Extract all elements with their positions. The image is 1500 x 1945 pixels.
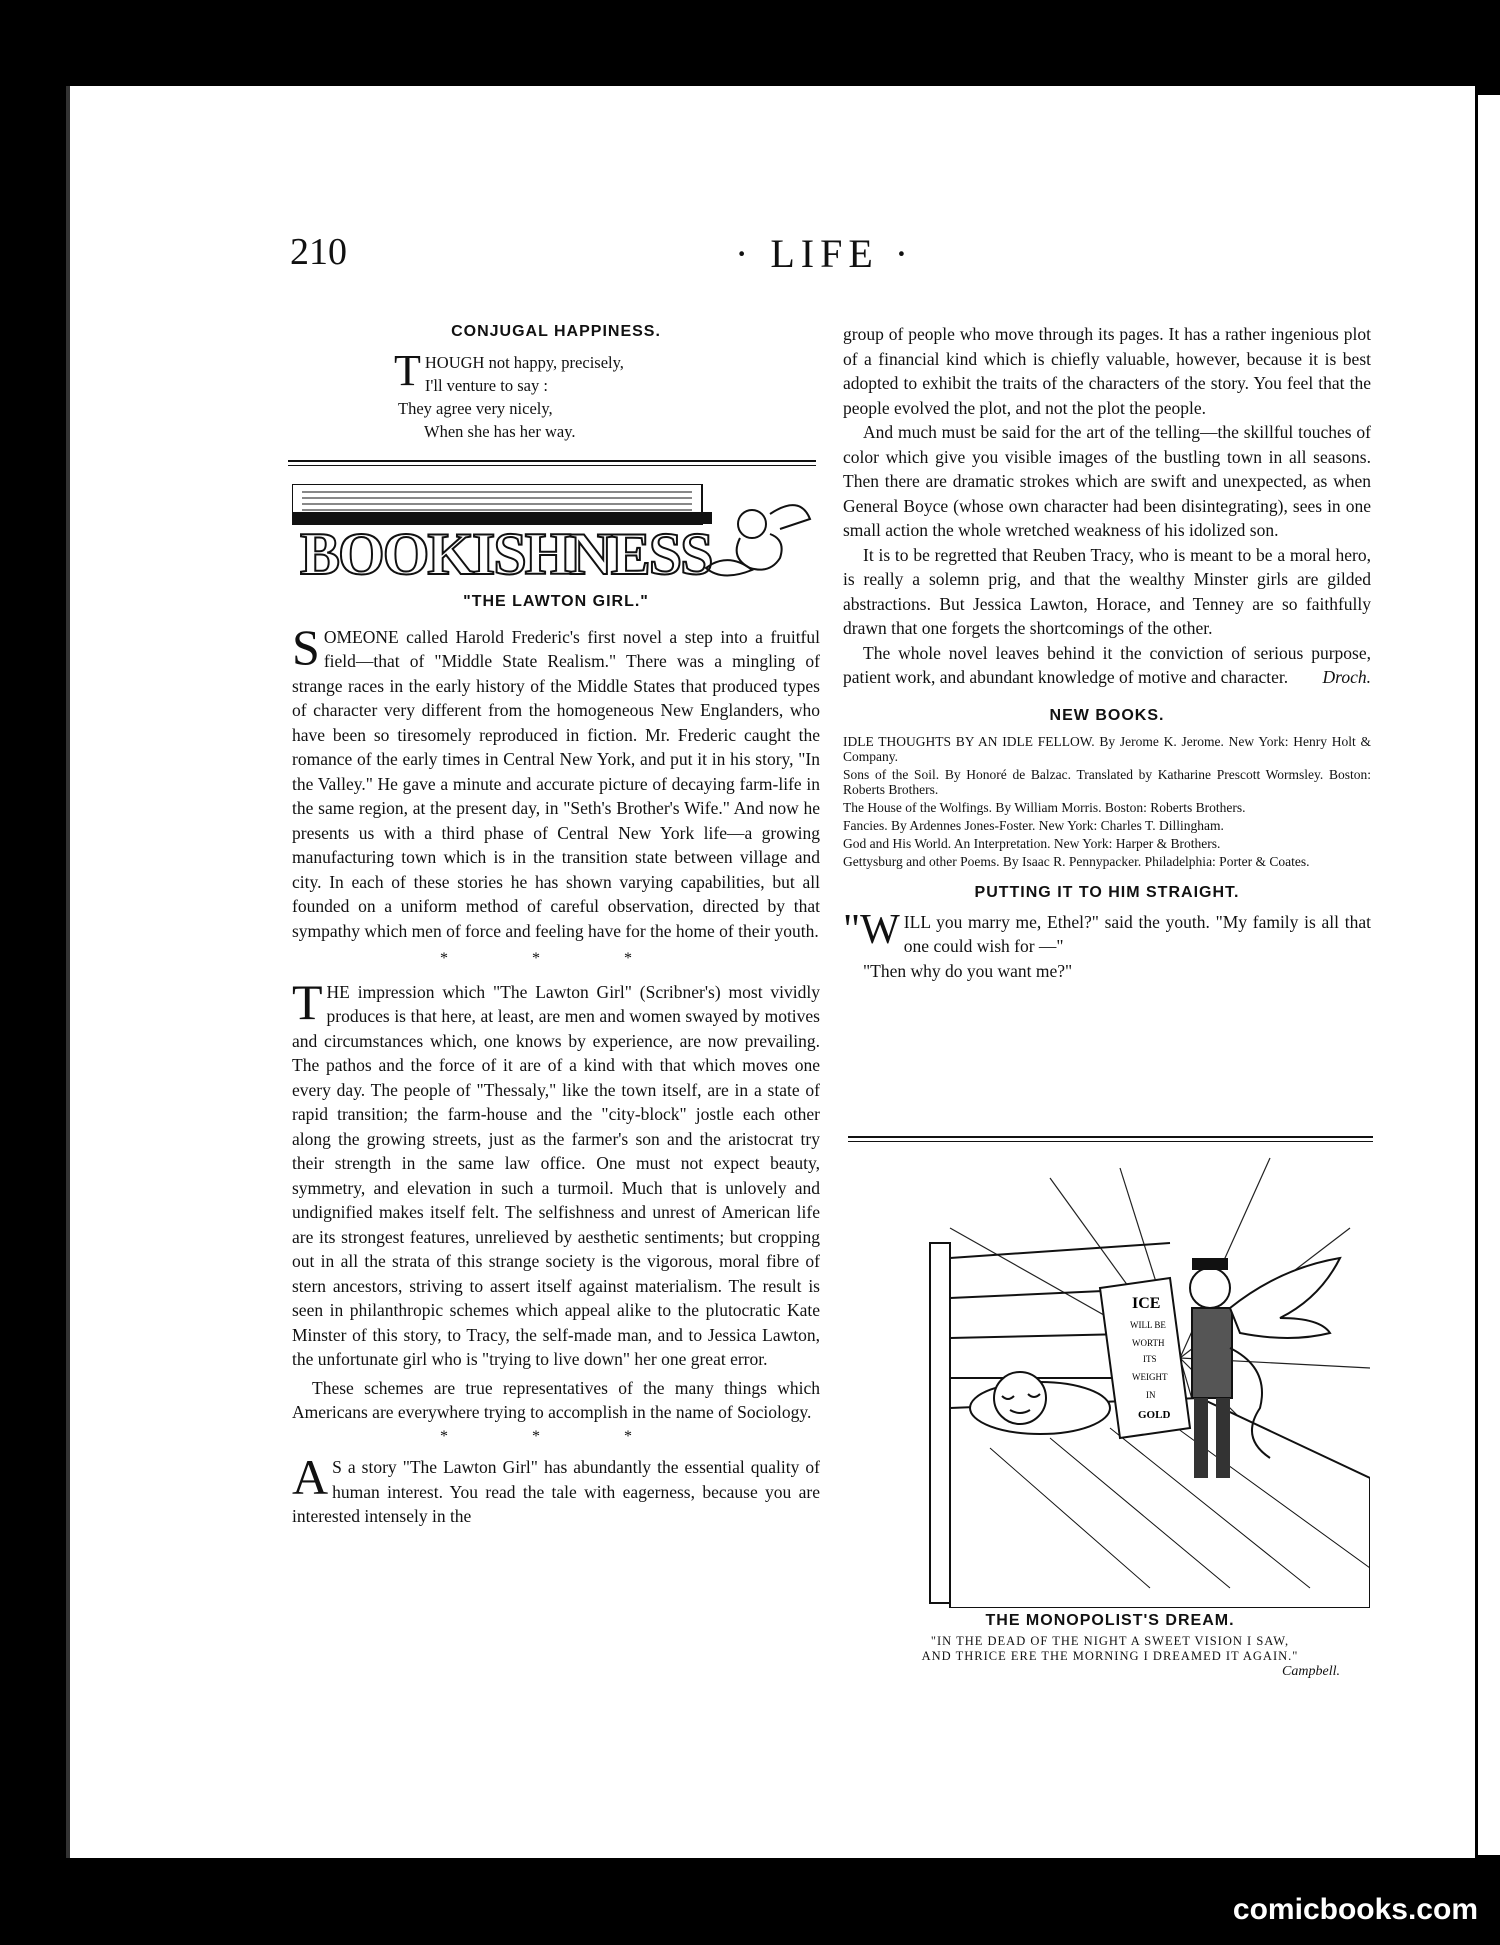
- review-paragraph-7: It is to be regretted that Reuben Tracy, who is meant to be a moral hero, is really a solemn prig, and that the wealthy Minster girls are gilded abstractions. But Jessica Lawton, Horace, and Tenney are so faithfully drawn that one forgets the shortcomings of the other.: [843, 544, 1371, 638]
- cartoon-quote-2: AND THRICE ERE THE MORNING I DREAMED IT AGAIN.": [921, 1649, 1299, 1663]
- review-signature: Droch.: [1322, 667, 1371, 687]
- sign-line-3: WORTH: [1132, 1338, 1165, 1348]
- poem-line-2: I'll venture to say :: [424, 375, 548, 395]
- cartoon-rule: [848, 1136, 1373, 1142]
- list-item: IDLE THOUGHTS BY AN IDLE FELLOW. By Jerome K. Jerome. New York: Henry Holt & Company.: [843, 734, 1371, 764]
- sign-line-5: WEIGHT: [1132, 1372, 1168, 1382]
- poem-dropcap: T: [394, 345, 421, 395]
- bookishness-banner: [292, 484, 812, 586]
- poem-block: [292, 320, 820, 443]
- review-title: "THE LAWTON GIRL.": [463, 593, 649, 610]
- poem-line-3: They agree very nicely,: [398, 398, 553, 418]
- wing-icon: [1230, 1258, 1340, 1338]
- poem-line-4: When she has her way.: [424, 421, 576, 441]
- sleeper-head-icon: [994, 1372, 1046, 1424]
- review-right: [843, 322, 1371, 983]
- poem-line-1: HOUGH not happy, precisely,: [424, 352, 624, 372]
- monopolist-cartoon: [850, 1148, 1370, 1608]
- cartoon-quote-1: "IN THE DEAD OF THE NIGHT A SWEET VISION I SAW,: [930, 1634, 1290, 1648]
- new-books-title: NEW BOOKS.: [1049, 706, 1165, 724]
- cartoon-credit: Campbell.: [1282, 1664, 1340, 1679]
- list-item: Fancies. By Ardennes Jones-Foster. New York: Charles T. Dillingham.: [843, 818, 1224, 833]
- page-number: 210: [290, 231, 347, 273]
- review-dropcap-s: S: [292, 618, 320, 675]
- sign-line-1: ICE: [1132, 1295, 1161, 1312]
- sign-line-7: GOLD: [1138, 1409, 1171, 1421]
- review-paragraph-1: OMEONE called Harold Frederic's first novel a step into a fruitful field—that of "Middle State Realism." There was a mingling of strange races in the early history of the Middle States that produced types of character very different from the homogeneous New Englanders, who have been so tiresomely reproduced in fiction. Mr. Frederic caught the romance of the early times in Central New York, and put it in his story, "In the Valley." He gave a minute and accurate picture of decaying farm-life in the same region, at the present day, in "Seth's Brother's Wife." And now he presents us with a third phase of Central New York life—a growing manufacturing town which is in the transition state between village and city. In each of these stories he has shown varying capabilities, but all founded on a uniform method of careful observation, directed by that sympathy which men of force and feeling have for the home of their youth.: [292, 626, 820, 941]
- joke-line-1: ILL you marry me, Ethel?" said the youth. "My family is all that one could wish for —": [903, 911, 1371, 956]
- list-item: God and His World. An Interpretation. New York: Harper & Brothers.: [843, 836, 1221, 851]
- joke-dropcap: "W: [843, 906, 900, 953]
- watermark: comicbooks.com: [1232, 1893, 1478, 1926]
- cartoon-caption: [850, 1612, 1370, 1680]
- review-paragraph-6: And much must be said for the art of the telling—the skillful touches of color which give you visible images of the bustling town in all seasons. Then there are dramatic strokes which are swift and unexpected, as when General Boyce (whose own character had been disintegrating), sees in one small action the whole wretched weakness of his idolized son.: [843, 422, 1371, 540]
- review-left: [292, 590, 820, 1529]
- review-paragraph-3: These schemes are true representatives of the many things which Americans are everywhere trying to accomplish in the name of Sociology.: [292, 1377, 820, 1422]
- magazine-title: · LIFE ·: [735, 231, 915, 276]
- list-item: Gettysburg and other Poems. By Isaac R. Pennypacker. Philadelphia: Porter & Coates.: [843, 854, 1310, 869]
- section-rule: [288, 460, 816, 466]
- joke-line-2: "Then why do you want me?": [863, 960, 1073, 981]
- review-paragraph-5: group of people who move through its pages. It has a rather ingenious plot of a financial kind which is chiefly valuable, however, because it is best adopted to exhibit the traits of the characters of the story. You feel that the people evolved the plot, and not the plot the people.: [843, 324, 1371, 418]
- poem-title: CONJUGAL HAPPINESS.: [451, 323, 661, 340]
- review-paragraph-2: HE impression which "The Lawton Girl" (Scribner's) most vividly produces is that here, at least, are men and women swayed by motives and circumstances which, one knows by experience, are now prevailing. The pathos and the force of it are of a kind with that which moves one every day. The people of "Thessaly," like the town itself, are in a state of rapid transition; the farm-house and the "city-block" jostle each other along the growing streets, just as the farmer's son and the aristocrat try their strength in the same law office. One must not expect beauty, symmetry, and elevation in such a turmoil. Much that is unlovely and undignified makes itself felt. The selfishness and unrest of American life are its strongest features, unrelieved by aesthetic sentiments; but cropping out in all the strata of this strange society is the vigorous, moral fibre of stern ancestors, striving to assert itself against materialism. The result is seen in philanthropic schemes which appeal alike to the plutocratic Kate Minster of this story, to Tracy, the self-made man, and to Jessica Lawton, the unfortunate girl who is "trying to live down" her one great error.: [292, 981, 820, 1369]
- review-dropcap-a: A: [292, 1449, 329, 1505]
- review-dropcap-t: T: [292, 973, 323, 1030]
- cartoon-title: THE MONOPOLIST'S DREAM.: [985, 1612, 1235, 1629]
- review-paragraph-4: S a story "The Lawton Girl" has abundantly the essential quality of human interest. You read the tale with eagerness, because you are interested intensely in the: [292, 1457, 820, 1526]
- new-books-list: [843, 734, 1371, 869]
- bookishness-banner-text: BOOKISHNESS: [300, 521, 712, 586]
- cherub-icon: [706, 505, 810, 575]
- sign-line-4: ITS: [1143, 1354, 1157, 1364]
- sign-line-6: IN: [1146, 1390, 1156, 1400]
- next-page-edge: [1478, 95, 1500, 1855]
- joke-title: PUTTING IT TO HIM STRAIGHT.: [974, 884, 1240, 901]
- section-stars: * * *: [440, 950, 672, 967]
- section-stars-2: * * *: [440, 1427, 672, 1445]
- sign-line-2: WILL BE: [1130, 1320, 1166, 1330]
- review-paragraph-8: The whole novel leaves behind it the conviction of serious purpose, patient work, and abundant knowledge of motive and character.: [843, 642, 1371, 687]
- list-item: The House of the Wolfings. By William Morris. Boston: Roberts Brothers.: [843, 800, 1246, 815]
- list-item: Sons of the Soil. By Honoré de Balzac. Translated by Katharine Prescott Wormsley. Boston: Roberts Brothers.: [843, 767, 1371, 797]
